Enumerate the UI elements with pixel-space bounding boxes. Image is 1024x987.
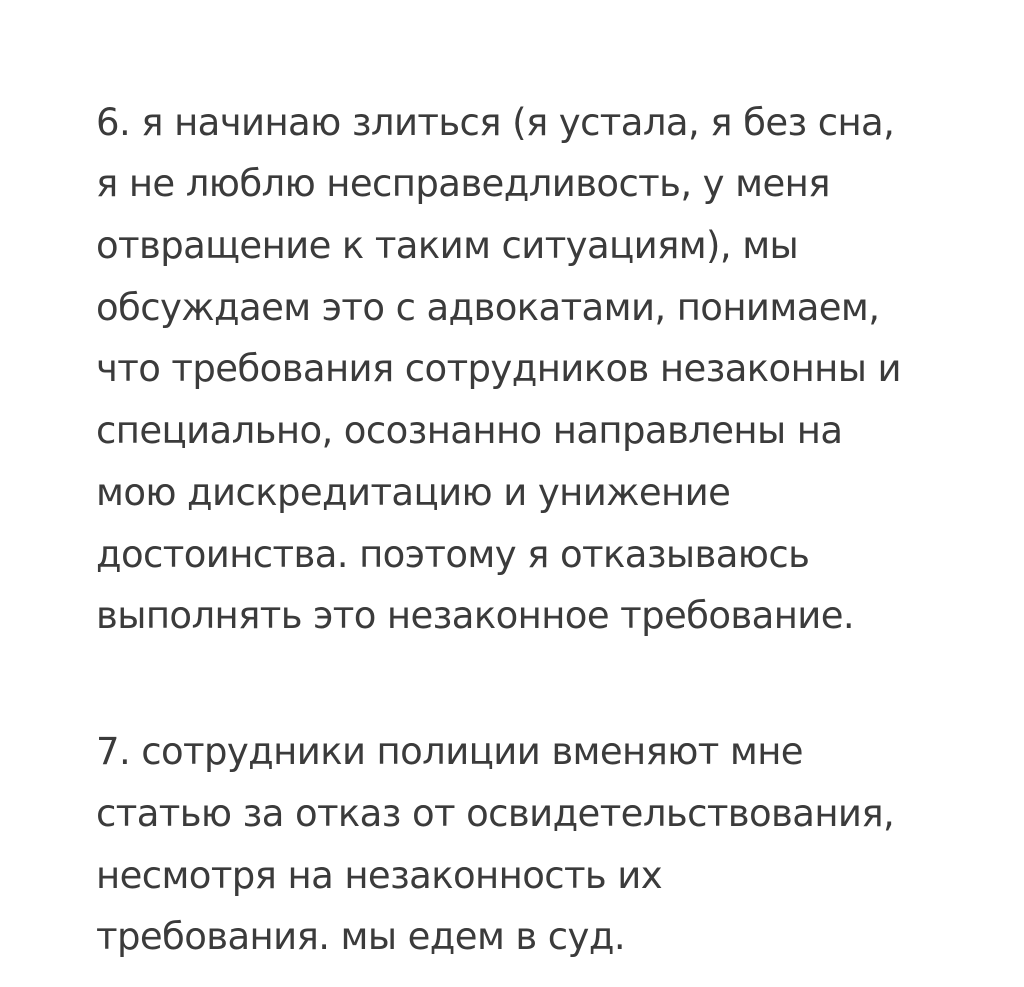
text-line: мою дискредитацию и унижение xyxy=(96,471,731,514)
text-line: что требования сотрудников незаконны и xyxy=(96,347,901,390)
text-line: достоинства. поэтому я отказываюсь xyxy=(96,533,810,576)
text-line: 6. я начинаю злиться (я устала, я без сна, xyxy=(96,101,895,144)
text-line: статью за отказ от освидетельствования, xyxy=(96,792,895,835)
text-line: требования. мы едем в суд. xyxy=(96,915,625,958)
text-line: специально, осознанно направлены на xyxy=(96,409,843,452)
text-line: несмотря на незаконность их xyxy=(96,854,663,897)
text-line: выполнять это незаконное требование. xyxy=(96,594,855,637)
text-line: я не люблю несправедливость, у меня xyxy=(96,162,830,205)
text-line: 7. сотрудники полиции вменяют мне xyxy=(96,730,803,773)
text-line: обсуждаем это с адвокатами, понимаем, xyxy=(96,286,880,329)
text-line: отвращение к таким ситуациям), мы xyxy=(96,224,799,267)
